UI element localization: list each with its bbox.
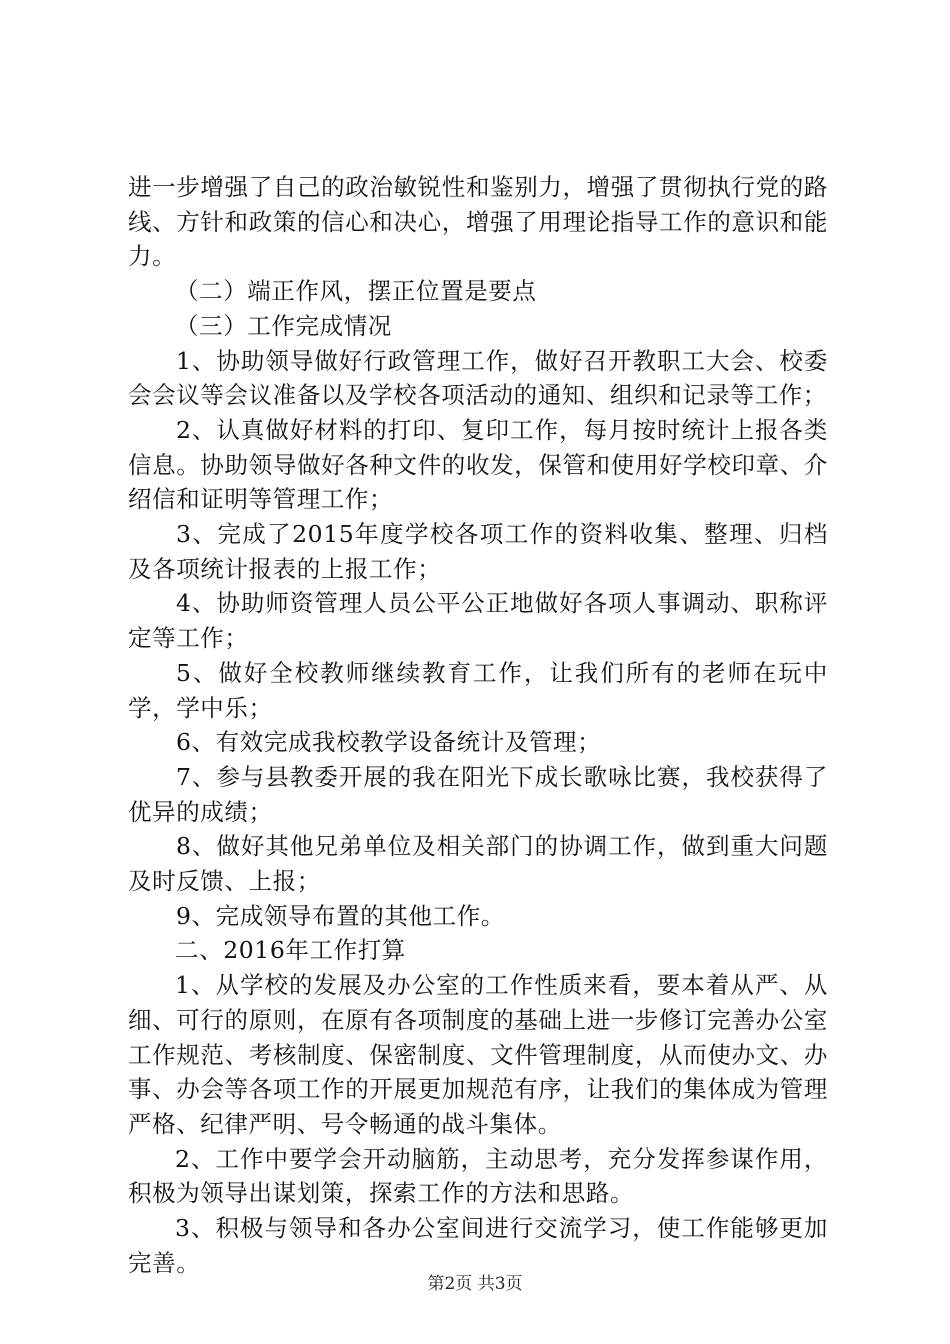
paragraph-item-7: 7、参与县教委开展的我在阳光下成长歌咏比赛，我校获得了优异的成绩； (128, 762, 828, 826)
paragraph-item-3: 3、完成了2015年度学校各项工作的资料收集、整理、归档及各项统计报表的上报工作； (128, 520, 828, 583)
paragraph-item-9: 9、完成领导布置的其他工作。 (176, 901, 505, 930)
paragraph-item-5: 5、做好全校教师继续教育工作，让我们所有的老师在玩中学，学中乐； (128, 658, 828, 722)
paragraph-plan-1: 1、从学校的发展及办公室的工作性质来看，要本着从严、从细、可行的原则，在原有各项制度的基础上进一步修订完善办公室工作规范、考核制度、保密制度、文件管理制度，从而使办文、办事、办会等各项工作的开展更加规范有序，让我们的集体成为管理严格、纪律严明、号令畅通的战斗集体。 (128, 971, 828, 1138)
paragraph-heading-3: （三）工作完成情况 (175, 311, 392, 340)
document-body (128, 170, 828, 1281)
paragraph-plan-2: 2、工作中要学会开动脑筋，主动思考，充分发挥参谋作用，积极为领导出谋划策，探索工作的方法和思路。 (128, 1144, 828, 1208)
paragraph-item-8: 8、做好其他兄弟单位及相关部门的协调工作，做到重大问题及时反馈、上报； (128, 832, 828, 896)
page-number-footer: 第2页 共3页 (427, 1274, 523, 1294)
paragraph-item-1: 1、协助领导做好行政管理工作，做好召开教职工大会、校委会会议等会议准备以及学校各项活动的通知、组织和记录等工作； (128, 346, 828, 410)
paragraph-section-2016: 二、2016年工作打算 (175, 936, 406, 965)
paragraph-item-6: 6、有效完成我校教学设备统计及管理； (176, 728, 602, 757)
paragraph-item-4: 4、协助师资管理人员公平公正地做好各项人事调动、职称评定等工作； (128, 589, 828, 653)
paragraph-intro-continuation: 进一步增强了自己的政治敏锐性和鉴别力，增强了贯彻执行党的路线、方针和政策的信心和决心，增强了用理论指导工作的意识和能力。 (128, 173, 828, 271)
paragraph-plan-3: 3、积极与领导和各办公室间进行交流学习，使工作能够更加完善。 (128, 1214, 828, 1277)
paragraph-heading-2: （二）端正作风，摆正位置是要点 (175, 277, 537, 306)
paragraph-item-2: 2、认真做好材料的打印、复印工作，每月按时统计上报各类信息。协助领导做好各种文件的收发，保管和使用好学校印章、介绍信和证明等管理工作； (128, 415, 828, 514)
